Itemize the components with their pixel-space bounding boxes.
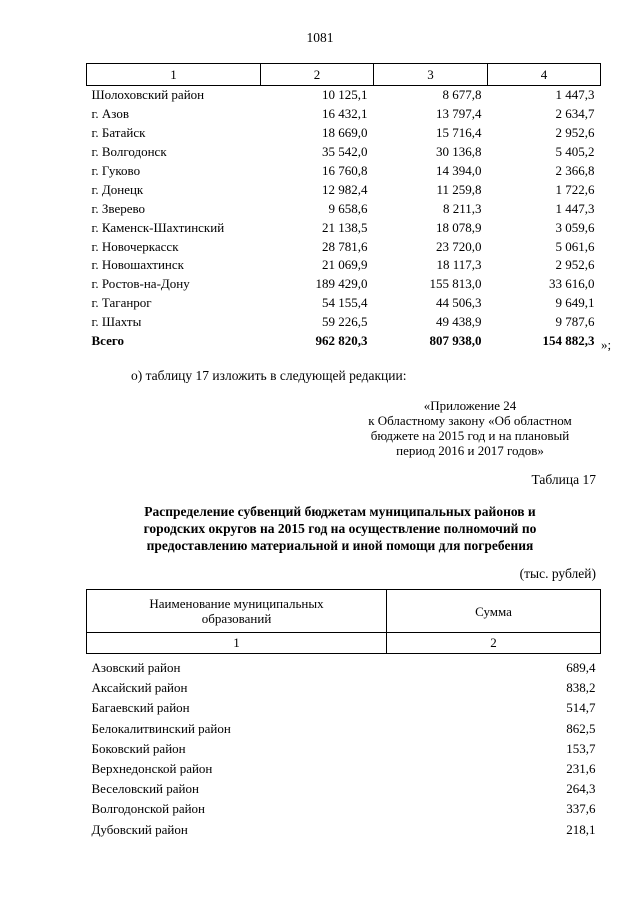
sum-value: 153,7 bbox=[566, 740, 596, 756]
table-title bbox=[95, 503, 585, 554]
header-line: Наименование муниципальных bbox=[149, 596, 324, 611]
sum-value: 689,4 bbox=[566, 660, 596, 676]
value-col-4: 1 447,3 bbox=[555, 200, 595, 216]
municipality-name: г. Новошахтинск bbox=[91, 257, 184, 273]
value-col-4: 2 952,6 bbox=[555, 257, 595, 273]
units-label: (тыс. рублей) bbox=[519, 566, 596, 581]
table-row bbox=[87, 759, 601, 779]
value-col-2: 189 429,0 bbox=[315, 276, 368, 292]
table-row bbox=[87, 237, 601, 256]
value-col-3: 11 259,8 bbox=[436, 181, 482, 197]
title-line: городских округов на 2015 год на осуществление полномочий по bbox=[143, 521, 537, 536]
value-col-2: 12 982,4 bbox=[322, 181, 368, 197]
table-row bbox=[87, 820, 601, 840]
table-row bbox=[87, 698, 601, 718]
column-number-2: 2 bbox=[261, 64, 374, 86]
value-col-3: 44 506,3 bbox=[436, 295, 482, 311]
column-numbers-row bbox=[87, 633, 601, 654]
table-row bbox=[87, 739, 601, 759]
appendix-line: период 2016 и 2017 годов» bbox=[396, 443, 544, 458]
table-row bbox=[87, 779, 601, 799]
appendix-line: «Приложение 24 bbox=[423, 398, 517, 413]
value-col-2: 16 432,1 bbox=[322, 106, 368, 122]
value-col-3: 15 716,4 bbox=[436, 125, 482, 141]
table-row bbox=[87, 658, 601, 678]
table-row bbox=[87, 199, 601, 218]
header-municipality bbox=[87, 590, 387, 633]
value-col-3: 30 136,8 bbox=[436, 144, 482, 160]
value-col-4: 9 649,1 bbox=[555, 295, 595, 311]
table-row bbox=[87, 162, 601, 181]
title-line: предоставлению материальной и иной помощи для погребения bbox=[146, 538, 534, 553]
column-number-3: 3 bbox=[374, 64, 488, 86]
sum-value: 231,6 bbox=[566, 761, 596, 777]
municipality-name: Аксайский район bbox=[91, 680, 188, 696]
table-row bbox=[87, 124, 601, 143]
table-row bbox=[87, 256, 601, 275]
value-col-3: 18 117,3 bbox=[436, 257, 482, 273]
municipality-name: Боковский район bbox=[91, 740, 186, 756]
table-row bbox=[87, 294, 601, 313]
value-col-2: 18 669,0 bbox=[322, 125, 368, 141]
value-col-4: 2 634,7 bbox=[555, 106, 595, 122]
column-number-1: 1 bbox=[87, 633, 387, 654]
total-col-4: 154 882,3 bbox=[542, 333, 595, 349]
total-label: Всего bbox=[91, 333, 124, 349]
header-sum: Сумма bbox=[387, 590, 601, 633]
value-col-4: 5 405,2 bbox=[555, 144, 595, 160]
municipality-name: Шолоховский район bbox=[91, 87, 205, 103]
table-row bbox=[87, 86, 601, 105]
value-col-3: 13 797,4 bbox=[436, 106, 482, 122]
burial-subsidy-table bbox=[86, 589, 601, 840]
sum-value: 862,5 bbox=[566, 720, 596, 736]
value-col-2: 9 658,6 bbox=[328, 200, 368, 216]
municipality-name: г. Азов bbox=[91, 106, 129, 122]
table-row bbox=[87, 313, 601, 332]
municipality-name: г. Батайск bbox=[91, 125, 146, 141]
appendix-reference bbox=[345, 398, 595, 458]
municipality-name: Волгодонской район bbox=[91, 801, 206, 817]
municipality-name: Белокалитвинский район bbox=[91, 720, 231, 736]
page-number: 1081 bbox=[306, 30, 334, 45]
value-col-3: 49 438,9 bbox=[436, 314, 482, 330]
value-col-3: 8 211,3 bbox=[442, 200, 482, 216]
table-row bbox=[87, 799, 601, 819]
municipality-name: Багаевский район bbox=[91, 700, 190, 716]
value-col-3: 23 720,0 bbox=[436, 238, 482, 254]
value-col-2: 16 760,8 bbox=[322, 163, 368, 178]
value-col-4: 1 722,6 bbox=[555, 181, 595, 197]
header-line: образований bbox=[201, 611, 272, 626]
value-col-4: 5 061,6 bbox=[555, 238, 595, 254]
appendix-line: к Областному закону «Об областном bbox=[368, 413, 572, 428]
sum-value: 514,7 bbox=[566, 700, 596, 716]
total-row bbox=[87, 332, 601, 351]
appendix-line: бюджете на 2015 год и на плановый bbox=[370, 428, 570, 443]
total-col-3: 807 938,0 bbox=[429, 333, 482, 349]
value-col-2: 59 226,5 bbox=[322, 314, 368, 330]
municipality-name: г. Таганрог bbox=[91, 295, 152, 311]
value-col-4: 33 616,0 bbox=[549, 276, 595, 292]
table-label: Таблица 17 bbox=[531, 472, 596, 487]
municipality-name: Азовский район bbox=[91, 660, 181, 676]
municipality-name: Дубовский район bbox=[91, 821, 188, 837]
sum-value: 337,6 bbox=[566, 801, 596, 817]
table-row bbox=[87, 719, 601, 739]
closing-quote-mark: »; bbox=[601, 337, 612, 352]
table-row bbox=[87, 105, 601, 124]
municipality-name: г. Каменск-Шахтинский bbox=[91, 219, 225, 235]
table-row bbox=[87, 678, 601, 698]
value-col-4: 2 366,8 bbox=[555, 163, 595, 178]
column-number-1: 1 bbox=[87, 64, 261, 86]
value-col-2: 21 138,5 bbox=[322, 219, 368, 235]
value-col-3: 155 813,0 bbox=[429, 276, 482, 292]
amendment-instruction: о) таблицу 17 изложить в следующей редакции: bbox=[131, 368, 407, 383]
total-col-2: 962 820,3 bbox=[315, 333, 368, 349]
municipality-name: г. Зверево bbox=[91, 200, 146, 216]
column-number-4: 4 bbox=[488, 64, 601, 86]
sum-value: 218,1 bbox=[566, 821, 596, 837]
municipality-name: г. Волгодонск bbox=[91, 144, 167, 160]
municipality-name: г. Донецк bbox=[91, 181, 144, 197]
municipality-name: г. Гуково bbox=[91, 163, 141, 178]
value-col-4: 9 787,6 bbox=[555, 314, 595, 330]
value-col-3: 18 078,9 bbox=[436, 219, 482, 235]
value-col-4: 2 952,6 bbox=[555, 125, 595, 141]
value-col-4: 3 059,6 bbox=[555, 219, 595, 235]
value-col-2: 28 781,6 bbox=[322, 238, 368, 254]
value-col-2: 10 125,1 bbox=[322, 87, 368, 103]
subsidy-table-continued bbox=[86, 63, 601, 350]
value-col-3: 14 394,0 bbox=[436, 163, 482, 178]
table-header-row bbox=[87, 590, 601, 633]
municipality-name: г. Ростов-на-Дону bbox=[91, 276, 190, 292]
table-row bbox=[87, 143, 601, 162]
value-col-2: 54 155,4 bbox=[322, 295, 368, 311]
value-col-4: 1 447,3 bbox=[555, 87, 595, 103]
value-col-2: 21 069,9 bbox=[322, 257, 368, 273]
table-row bbox=[87, 218, 601, 237]
value-col-3: 8 677,8 bbox=[442, 87, 482, 103]
table-row bbox=[87, 180, 601, 199]
table-row bbox=[87, 275, 601, 294]
municipality-name: г. Шахты bbox=[91, 314, 142, 330]
sum-value: 838,2 bbox=[566, 680, 596, 696]
municipality-name: г. Новочеркасск bbox=[91, 238, 179, 254]
sum-value: 264,3 bbox=[566, 781, 596, 797]
municipality-name: Веселовский район bbox=[91, 781, 199, 797]
title-line: Распределение субвенций бюджетам муниципальных районов и bbox=[144, 504, 536, 519]
table-header-row bbox=[87, 64, 601, 86]
value-col-2: 35 542,0 bbox=[322, 144, 368, 160]
municipality-name: Верхнедонской район bbox=[91, 761, 213, 777]
column-number-2: 2 bbox=[387, 633, 601, 654]
